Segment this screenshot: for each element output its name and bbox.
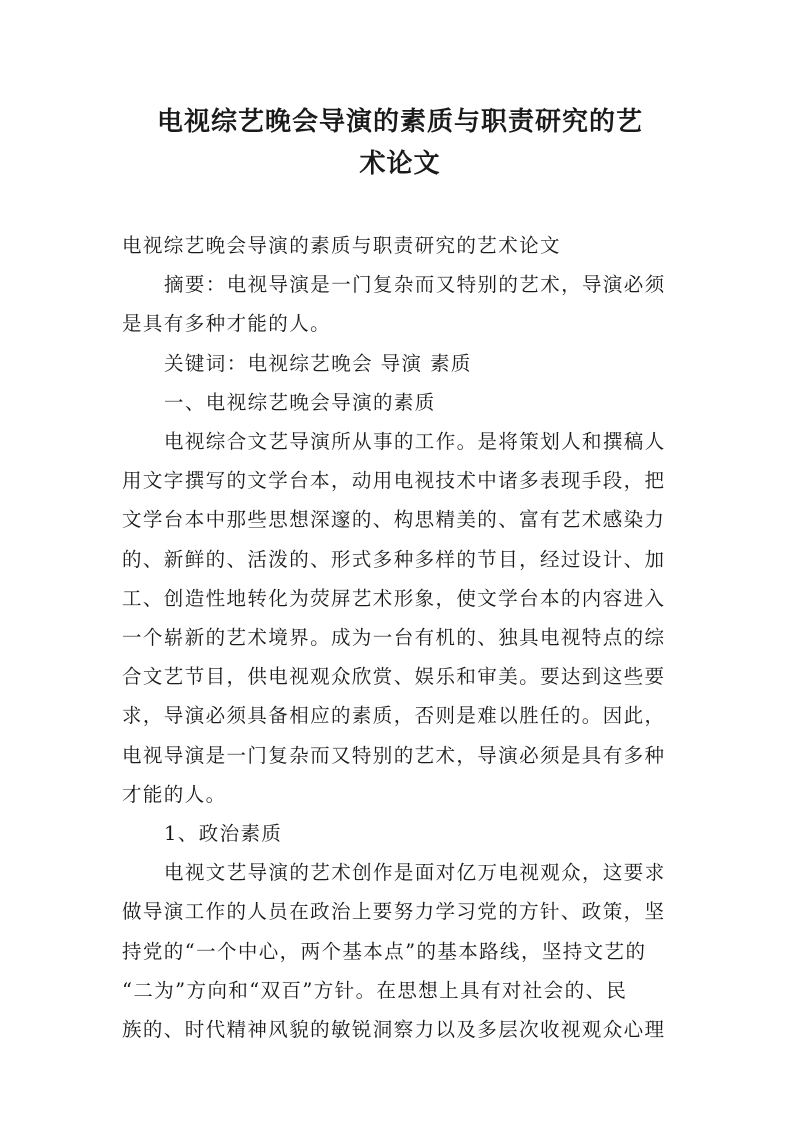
body-line: 关键词：电视综艺晚会 导演 素质 bbox=[164, 351, 472, 375]
document-title-line-1: 电视综艺晚会导演的素质与职责研究的艺 bbox=[156, 107, 643, 137]
body-line: 才能的人。 bbox=[122, 782, 227, 806]
body-line: 用文字撰写的文学台本，动用电视技术中诸多表现手段，把 bbox=[122, 469, 666, 493]
body-line: 合文艺节目，供电视观众欣赏、娱乐和审美。要达到这些要 bbox=[122, 665, 666, 689]
body-line: 电视文艺导演的艺术创作是面对亿万电视观众，这要求 bbox=[164, 861, 666, 885]
body-line: 一个崭新的艺术境界。成为一台有机的、独具电视特点的综 bbox=[122, 626, 666, 649]
body-line: 的、新鲜的、活泼的、形式多种多样的节目，经过设计、加 bbox=[122, 547, 666, 571]
body-line: 是具有多种才能的人。 bbox=[122, 312, 332, 336]
body-line: 电视综合文艺导演所从事的工作。是将策划人和撰稿人 bbox=[164, 430, 666, 453]
body-line: 1、政治素质 bbox=[164, 822, 283, 845]
body-line: 摘要：电视导演是一门复杂而又特别的艺术，导演必须 bbox=[164, 273, 666, 297]
body-line: 一、电视综艺晚会导演的素质 bbox=[164, 390, 436, 414]
document-title-line-2: 术论文 bbox=[359, 149, 441, 179]
body-line: 电视导演是一门复杂而又特别的艺术，导演必须是具有多种 bbox=[122, 743, 666, 767]
body-line: 文学台本中那些思想深邃的、构思精美的、富有艺术感染力 bbox=[122, 508, 666, 532]
body-line: 持党的“一个中心，两个基本点”的基本路线，坚持文艺的 bbox=[122, 939, 647, 963]
body-line: 工、创造性地转化为荧屏艺术形象，使文学台本的内容进入 bbox=[122, 586, 666, 610]
body-line: 电视综艺晚会导演的素质与职责研究的艺术论文 bbox=[122, 234, 561, 257]
body-line: “二为”方向和“双百”方针。在思想上具有对社会的、民 bbox=[122, 978, 628, 1002]
body-line: 做导演工作的人员在政治上要努力学习党的方针、政策，坚 bbox=[122, 900, 666, 924]
body-line: 族的、时代精神风貌的敏锐洞察力以及多层次收视观众心理 bbox=[122, 1018, 666, 1041]
body-line: 求，导演必须具备相应的素质，否则是难以胜任的。因此， bbox=[122, 704, 666, 728]
